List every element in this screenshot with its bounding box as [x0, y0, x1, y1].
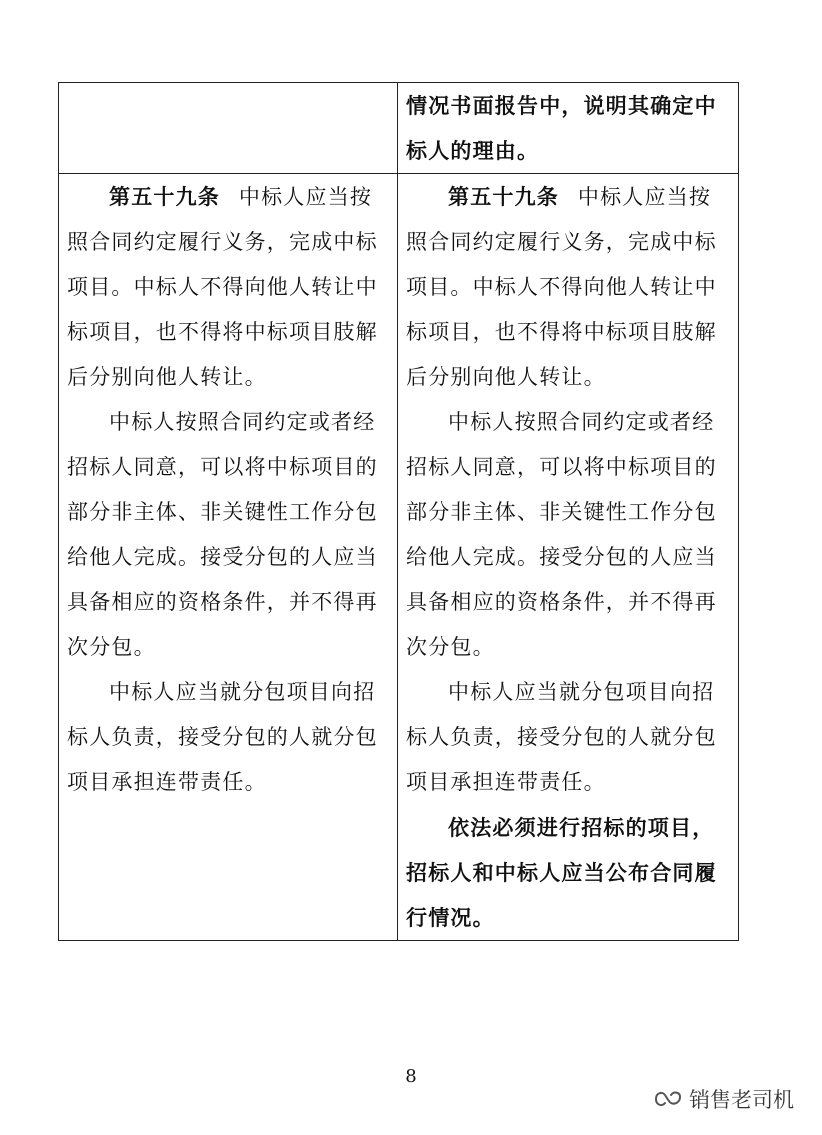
- article-paragraph-2: 中标人按照合同约定或者经招标人同意，可以将中标项目的部分非主体、非关键性工作分包给他人完成。接受分包的人应当具备相应的资格条件，并不得再次分包。: [406, 410, 717, 659]
- original-text-cell: [59, 174, 398, 941]
- added-paragraph: 依法必须进行招标的项目，招标人和中标人应当公布合同履行情况。: [406, 815, 717, 930]
- article-paragraph-2: 中标人按照合同约定或者经招标人同意，可以将中标项目的部分非主体、非关键性工作分包给他人完成。接受分包的人应当具备相应的资格条件，并不得再次分包。: [67, 410, 378, 659]
- table-row: [59, 83, 739, 174]
- watermark: [653, 1084, 794, 1114]
- revised-text-cell: [398, 174, 739, 941]
- article-paragraph-1: [406, 174, 730, 400]
- watermark-text: 销售老司机: [689, 1088, 794, 1112]
- paragraph-text: 中标人应当按照合同约定履行义务，完成中标项目。中标人不得向他人转让中标项目，也不得将中标项目肢解后分别向他人转让。: [406, 185, 717, 389]
- article-paragraph-3: 中标人应当就分包项目向招标人负责，接受分包的人就分包项目承担连带责任。: [406, 680, 717, 794]
- article-number: 第五十九条: [448, 184, 559, 209]
- table-row: [59, 174, 739, 941]
- revised-text-cell: [398, 83, 739, 174]
- paragraph-text: 中标人应当按照合同约定履行义务，完成中标项目。中标人不得向他人转让中标项目，也不得将中标项目肢解后分别向他人转让。: [67, 185, 378, 389]
- article-paragraph-1: [67, 174, 389, 400]
- revised-text-continuation: 情况书面报告中，说明其确定中标人的理由。: [406, 93, 717, 163]
- original-text-cell: [59, 83, 398, 174]
- wechat-channel-icon: [653, 1086, 683, 1112]
- comparison-table: [58, 82, 739, 941]
- page-number: 8: [405, 1066, 417, 1087]
- article-paragraph-3: 中标人应当就分包项目向招标人负责，接受分包的人就分包项目承担连带责任。: [67, 680, 378, 794]
- article-number: 第五十九条: [109, 184, 220, 209]
